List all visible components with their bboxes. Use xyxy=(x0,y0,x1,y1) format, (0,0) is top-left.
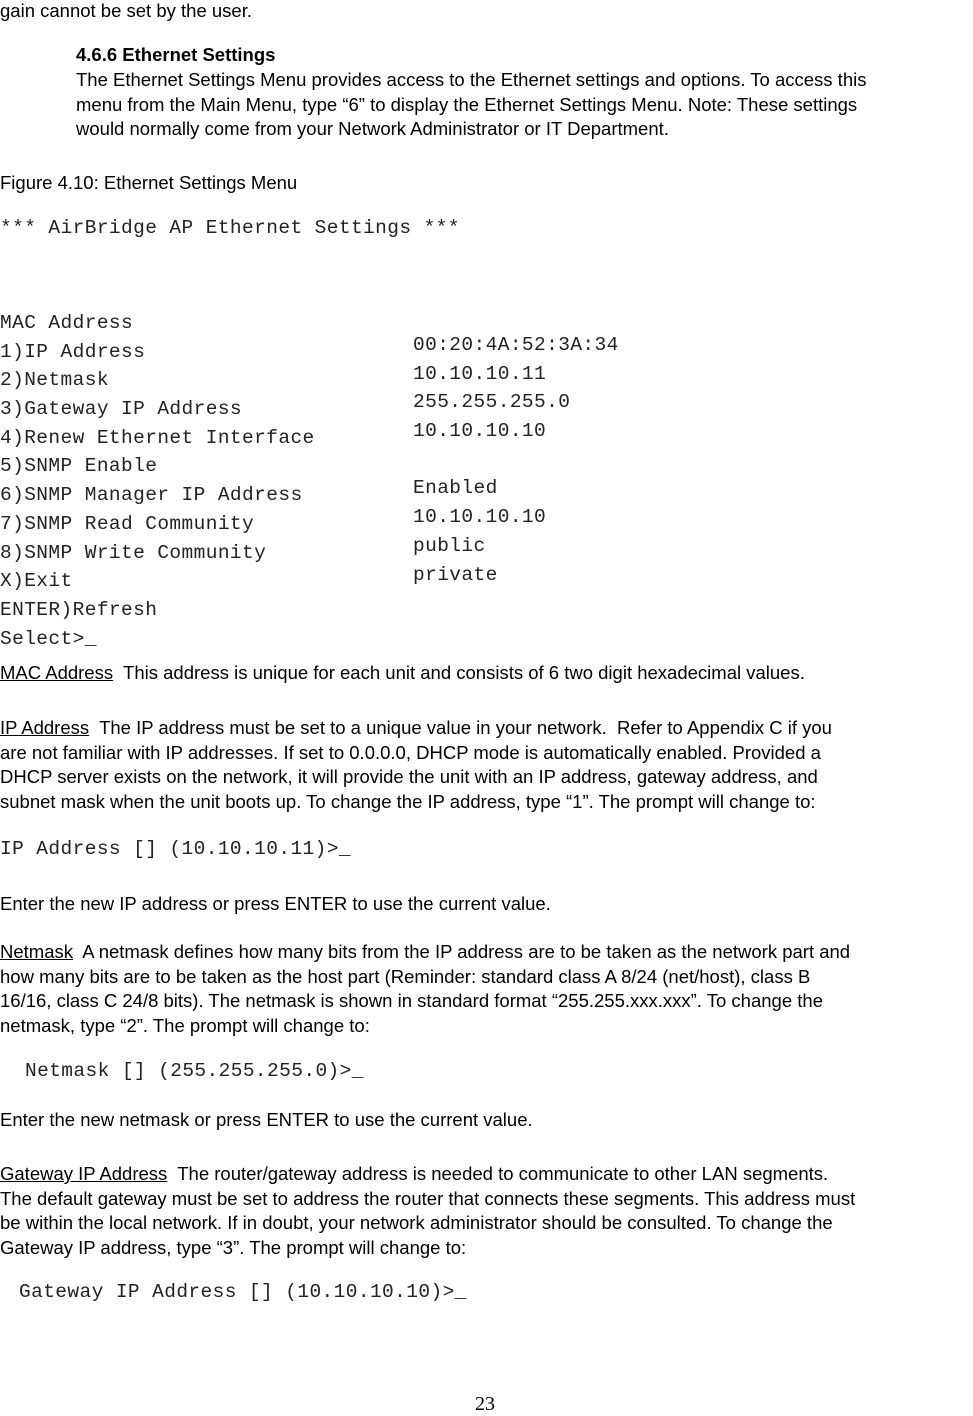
terminal-value: 10.10.10.10 xyxy=(413,506,547,528)
mac-term: MAC Address xyxy=(0,662,114,683)
gateway-prompt: Gateway IP Address [] (10.10.10.10)>_ xyxy=(19,1281,467,1303)
top-line: gain cannot be set by the user. xyxy=(0,0,252,21)
netmask-line1-rest: A netmask defines how many bits from the IP address are to be taken as the network part and xyxy=(73,941,851,962)
netmask-paragraph xyxy=(0,940,973,1038)
netmask-prompt: Netmask [] (255.255.255.0)>_ xyxy=(25,1060,364,1082)
terminal-row-exit xyxy=(0,548,73,592)
terminal-value: private xyxy=(413,564,498,586)
section-body-line: would normally come from your Network Administrator or IT Department. xyxy=(76,118,669,139)
gateway-line: The default gateway must be set to address the router that connects these segments. This address must xyxy=(0,1187,856,1209)
ip-line xyxy=(0,716,973,741)
terminal-key: 3)Gateway IP Address xyxy=(0,398,243,420)
netmask-after: Enter the new netmask or press ENTER to use the current value. xyxy=(0,1109,533,1130)
gateway-line: Gateway IP address, type “3”. The prompt will change to: xyxy=(0,1236,467,1258)
gateway-line xyxy=(0,1162,973,1187)
section-body xyxy=(76,68,973,142)
ip-term: IP Address xyxy=(0,717,90,738)
ip-paragraph xyxy=(0,716,973,814)
terminal-value: Enabled xyxy=(413,477,498,499)
terminal-key: ENTER)Refresh xyxy=(0,599,158,621)
ip-line: DHCP server exists on the network, it will provide the unit with an IP address, gateway address, and xyxy=(0,766,818,787)
gateway-line: be within the local network. If in doubt, your network administrator should be consulted. To change the xyxy=(0,1212,833,1233)
terminal-row-select-prompt xyxy=(0,606,97,650)
ip-line: are not familiar with IP addresses. If set to 0.0.0.0, DHCP mode is automatically enabled. Provided a xyxy=(0,741,821,763)
terminal-key: X)Exit xyxy=(0,570,73,592)
terminal-value: 255.255.255.0 xyxy=(413,391,571,413)
ip-line: subnet mask when the unit boots up. To change the IP address, type “1”. The prompt will change to: xyxy=(0,790,816,812)
terminal-key: 7)SNMP Read Community xyxy=(0,513,255,535)
section-body-line: The Ethernet Settings Menu provides access to the Ethernet settings and options. To access this xyxy=(76,69,867,90)
ip-prompt: IP Address [] (10.10.10.11)>_ xyxy=(0,838,351,860)
terminal-title: *** AirBridge AP Ethernet Settings *** xyxy=(0,217,460,239)
netmask-term: Netmask xyxy=(0,941,73,962)
page-number: 23 xyxy=(475,1393,495,1415)
terminal-key: 1)IP Address xyxy=(0,341,146,363)
netmask-line: 16/16, class C 24/8 bits). The netmask is shown in standard format “255.255.xxx.xxx”. To change the xyxy=(0,990,823,1011)
terminal-key: 5)SNMP Enable xyxy=(0,455,158,477)
section-heading: 4.6.6 Ethernet Settings xyxy=(76,44,276,65)
netmask-line xyxy=(0,940,973,965)
gateway-line1-rest: The router/gateway address is needed to communicate to other LAN segments. xyxy=(167,1163,829,1184)
terminal-value: 10.10.10.10 xyxy=(413,420,547,442)
figure-caption: Figure 4.10: Ethernet Settings Menu xyxy=(0,172,298,193)
section-body-line: menu from the Main Menu, type “6” to display the Ethernet Settings Menu. Note: These settings xyxy=(76,93,858,115)
terminal-value: public xyxy=(413,535,486,557)
terminal-value: 00:20:4A:52:3A:34 xyxy=(413,334,619,356)
terminal-key: MAC Address xyxy=(0,312,134,334)
terminal-key: Select>_ xyxy=(0,628,97,650)
terminal-key: 8)SNMP Write Community xyxy=(0,542,267,564)
netmask-line: netmask, type “2”. The prompt will change to: xyxy=(0,1014,370,1036)
ip-after: Enter the new IP address or press ENTER to use the current value. xyxy=(0,893,551,914)
netmask-line: how many bits are to be taken as the host part (Reminder: standard class A 8/24 (net/host), class B xyxy=(0,965,811,987)
gateway-paragraph xyxy=(0,1162,973,1260)
mac-desc: This address is unique for each unit and consists of 6 two digit hexadecimal values. xyxy=(113,662,805,683)
terminal-key: 4)Renew Ethernet Interface xyxy=(0,427,315,449)
terminal-key: 6)SNMP Manager IP Address xyxy=(0,484,303,506)
mac-paragraph xyxy=(0,662,805,684)
ip-line1-rest: The IP address must be set to a unique value in your network. Refer to Appendix C if you xyxy=(89,717,832,738)
terminal-value: 10.10.10.11 xyxy=(413,363,547,385)
gateway-term: Gateway IP Address xyxy=(0,1163,168,1184)
terminal-key: 2)Netmask xyxy=(0,369,109,391)
